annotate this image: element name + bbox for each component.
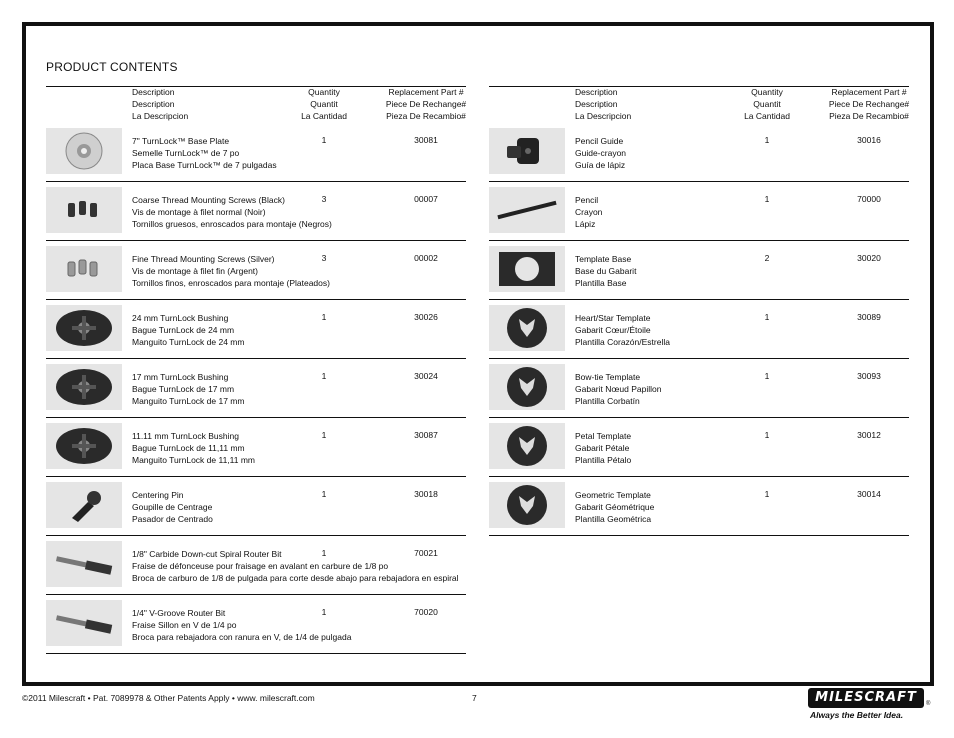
left-item-list — [46, 123, 466, 654]
item-description-line: Plantilla Pétalo — [575, 455, 632, 465]
item-description-line: 17 mm TurnLock Bushing — [132, 372, 229, 382]
item-row — [46, 241, 466, 300]
item-part-number: 70021 — [414, 548, 438, 558]
header-part-en: Replacement Part # — [388, 87, 464, 97]
header-divider — [489, 86, 909, 87]
item-part-number: 70020 — [414, 607, 438, 617]
item-row — [46, 300, 466, 359]
item-description-line: Lápiz — [575, 219, 596, 229]
item-description-line: Tornillos finos, enroscados para montaje (Plateados) — [132, 278, 330, 288]
item-quantity: 1 — [764, 489, 770, 499]
item-description-line: 24 mm TurnLock Bushing — [132, 313, 229, 323]
item-description-line: Template Base — [575, 254, 632, 264]
item-quantity: 1 — [321, 489, 327, 499]
item-description-line: 7" TurnLock™ Base Plate — [132, 136, 230, 146]
logo-registered-mark: ® — [926, 701, 931, 707]
item-part-number: 30014 — [857, 489, 881, 499]
item-description — [132, 430, 255, 466]
item-quantity: 1 — [764, 194, 770, 204]
item-part-number: 70000 — [857, 194, 881, 204]
item-row — [46, 359, 466, 418]
item-description-line: Guía de lápiz — [575, 160, 626, 170]
header-qty-fr: Quantit — [310, 99, 338, 109]
item-description-line: Bague TurnLock de 11,11 mm — [132, 443, 245, 453]
item-description-line: Pasador de Centrado — [132, 514, 213, 524]
item-quantity: 3 — [321, 253, 327, 263]
router-bit-icon — [46, 541, 122, 587]
header-qty-es: La Cantidad — [301, 111, 347, 121]
header-part — [376, 86, 476, 122]
item-row — [46, 536, 466, 595]
header-desc-fr: Description — [575, 99, 618, 109]
item-row — [46, 182, 466, 241]
header-desc-es: La Descripcion — [575, 111, 632, 121]
item-description — [575, 430, 631, 466]
item-description-line: Crayon — [575, 207, 603, 217]
page-frame — [22, 22, 934, 686]
right-column — [489, 86, 909, 536]
item-quantity: 1 — [764, 371, 770, 381]
item-description-line: Geometric Template — [575, 490, 651, 500]
item-row — [489, 241, 909, 300]
item-description-line: Guide-crayon — [575, 148, 627, 158]
header-part-es: Pieza De Recambio# — [386, 111, 466, 121]
item-description — [132, 371, 244, 407]
item-row — [489, 477, 909, 536]
header-part-fr: Piece De Rechange# — [385, 99, 467, 109]
page-number: 7 — [472, 693, 477, 703]
template-icon — [489, 305, 565, 351]
item-part-number: 30018 — [414, 489, 438, 499]
item-description-line: Plantilla Geométrica — [575, 514, 652, 524]
item-part-number: 00007 — [414, 194, 438, 204]
header-part-en: Replacement Part # — [831, 87, 907, 97]
item-description-line: Fraise de défonceuse pour fraisage en avalant en carbure de 1/8 po — [132, 561, 389, 571]
item-description-line: Gabarit Géométrique — [575, 502, 655, 512]
base-plate-icon — [46, 128, 122, 174]
item-description-line: Pencil — [575, 195, 599, 205]
item-quantity: 1 — [764, 312, 770, 322]
item-quantity: 1 — [321, 135, 327, 145]
item-quantity: 1 — [321, 548, 327, 558]
centering-pin-icon — [46, 482, 122, 528]
header-qty-fr: Quantit — [753, 99, 781, 109]
header-description — [575, 86, 631, 122]
template-base-icon — [489, 246, 565, 292]
screws-silver-icon — [46, 246, 122, 292]
template-icon — [489, 423, 565, 469]
item-row — [46, 123, 466, 182]
item-quantity: 1 — [321, 312, 327, 322]
item-description-line: Pencil Guide — [575, 136, 624, 146]
item-part-number: 30020 — [857, 253, 881, 263]
header-desc-es: La Descripcion — [132, 111, 189, 121]
item-row — [46, 418, 466, 477]
item-row — [46, 477, 466, 536]
item-description-line: Manguito TurnLock de 17 mm — [132, 396, 245, 406]
item-description — [132, 489, 213, 525]
item-description-line: 1/4" V-Groove Router Bit — [132, 608, 226, 618]
item-description-line: Plantilla Corbatín — [575, 396, 640, 406]
item-quantity: 1 — [764, 430, 770, 440]
item-quantity: 2 — [764, 253, 770, 263]
item-description-line: Plantilla Base — [575, 278, 627, 288]
item-description-line: Fraise Sillon en V de 1/4 po — [132, 620, 237, 630]
item-row — [489, 300, 909, 359]
logo-tagline: Always the Better Idea. — [810, 710, 904, 720]
header-description — [132, 86, 188, 122]
item-part-number: 30087 — [414, 430, 438, 440]
item-quantity: 3 — [321, 194, 327, 204]
header-divider — [46, 86, 466, 87]
item-part-number: 30093 — [857, 371, 881, 381]
left-header — [46, 86, 466, 123]
item-part-number: 30081 — [414, 135, 438, 145]
header-qty-es: La Cantidad — [744, 111, 790, 121]
item-description-line: Fine Thread Mounting Screws (Silver) — [132, 254, 275, 264]
item-row — [489, 418, 909, 477]
footer-copyright: ©2011 Milescraft • Pat. 7089978 & Other Patents Apply • www. milescraft.com — [22, 693, 315, 703]
item-description-line: Gabarit Pétale — [575, 443, 630, 453]
template-icon — [489, 364, 565, 410]
item-description — [575, 489, 654, 525]
page-title: PRODUCT CONTENTS — [46, 60, 178, 74]
header-desc-en: Description — [132, 87, 175, 97]
item-description-line: Centering Pin — [132, 490, 184, 500]
header-quantity — [284, 86, 364, 122]
item-description — [575, 135, 626, 171]
milescraft-logo — [808, 688, 931, 728]
template-icon — [489, 482, 565, 528]
bushing-icon — [46, 423, 122, 469]
item-description-line: Gabarit Cœur/Étoile — [575, 325, 651, 335]
item-row — [489, 182, 909, 241]
item-description-line: Petal Template — [575, 431, 632, 441]
pencil-guide-icon — [489, 128, 565, 174]
item-description — [575, 253, 636, 289]
item-part-number: 30089 — [857, 312, 881, 322]
router-bit-icon — [46, 600, 122, 646]
header-desc-en: Description — [575, 87, 618, 97]
screws-black-icon — [46, 187, 122, 233]
item-description-line: Coarse Thread Mounting Screws (Black) — [132, 195, 285, 205]
item-description-line: Base du Gabarit — [575, 266, 637, 276]
header-part-es: Pieza De Recambio# — [829, 111, 909, 121]
item-description — [575, 312, 670, 348]
item-description-line: 1/8" Carbide Down-cut Spiral Router Bit — [132, 549, 282, 559]
item-description-line: Plantilla Corazón/Estrella — [575, 337, 670, 347]
item-part-number: 30024 — [414, 371, 438, 381]
logo-wordmark: MILESCRAFT — [808, 688, 924, 708]
item-part-number: 00002 — [414, 253, 438, 263]
header-desc-fr: Description — [132, 99, 175, 109]
item-row — [489, 359, 909, 418]
bushing-icon — [46, 305, 122, 351]
item-description — [575, 194, 602, 230]
header-quantity — [727, 86, 807, 122]
item-row — [489, 123, 909, 182]
bushing-icon — [46, 364, 122, 410]
item-description-line: Broca para rebajadora con ranura en V, de 1/4 de pulgada — [132, 632, 352, 642]
item-description-line: Vis de montage à filet normal (Noir) — [132, 207, 266, 217]
item-part-number: 30026 — [414, 312, 438, 322]
item-description — [132, 312, 244, 348]
item-quantity: 1 — [321, 607, 327, 617]
item-description-line: Bague TurnLock de 17 mm — [132, 384, 235, 394]
item-description-line: Tornillos gruesos, enroscados para montaje (Negros) — [132, 219, 332, 229]
item-description-line: Semelle TurnLock™ de 7 po — [132, 148, 240, 158]
item-description-line: Gabarit Nœud Papillon — [575, 384, 662, 394]
item-description-line: Vis de montage à filet fin (Argent) — [132, 266, 258, 276]
pencil-icon — [489, 187, 565, 233]
item-description-line: Manguito TurnLock de 11,11 mm — [132, 455, 256, 465]
right-header — [489, 86, 909, 123]
item-row — [46, 595, 466, 654]
item-description-line: Manguito TurnLock de 24 mm — [132, 337, 245, 347]
item-quantity: 1 — [321, 430, 327, 440]
left-column — [46, 86, 466, 654]
item-part-number: 30012 — [857, 430, 881, 440]
item-description-line: Broca de carburo de 1/8 de pulgada para corte desde abajo para rebajadora en espiral — [132, 573, 459, 583]
header-qty-en: Quantity — [751, 87, 783, 97]
item-quantity: 1 — [764, 135, 770, 145]
item-part-number: 30016 — [857, 135, 881, 145]
header-part-fr: Piece De Rechange# — [828, 99, 910, 109]
item-description-line: Placa Base TurnLock™ de 7 pulgadas — [132, 160, 277, 170]
header-part — [819, 86, 919, 122]
item-description-line: Bague TurnLock de 24 mm — [132, 325, 235, 335]
item-description-line: Goupille de Centrage — [132, 502, 213, 512]
item-description — [132, 135, 277, 171]
item-description-line: Bow-tie Template — [575, 372, 641, 382]
item-description — [575, 371, 661, 407]
header-qty-en: Quantity — [308, 87, 340, 97]
item-description-line: 11.11 mm TurnLock Bushing — [132, 431, 239, 441]
item-quantity: 1 — [321, 371, 327, 381]
item-description-line: Heart/Star Template — [575, 313, 651, 323]
right-item-list — [489, 123, 909, 536]
